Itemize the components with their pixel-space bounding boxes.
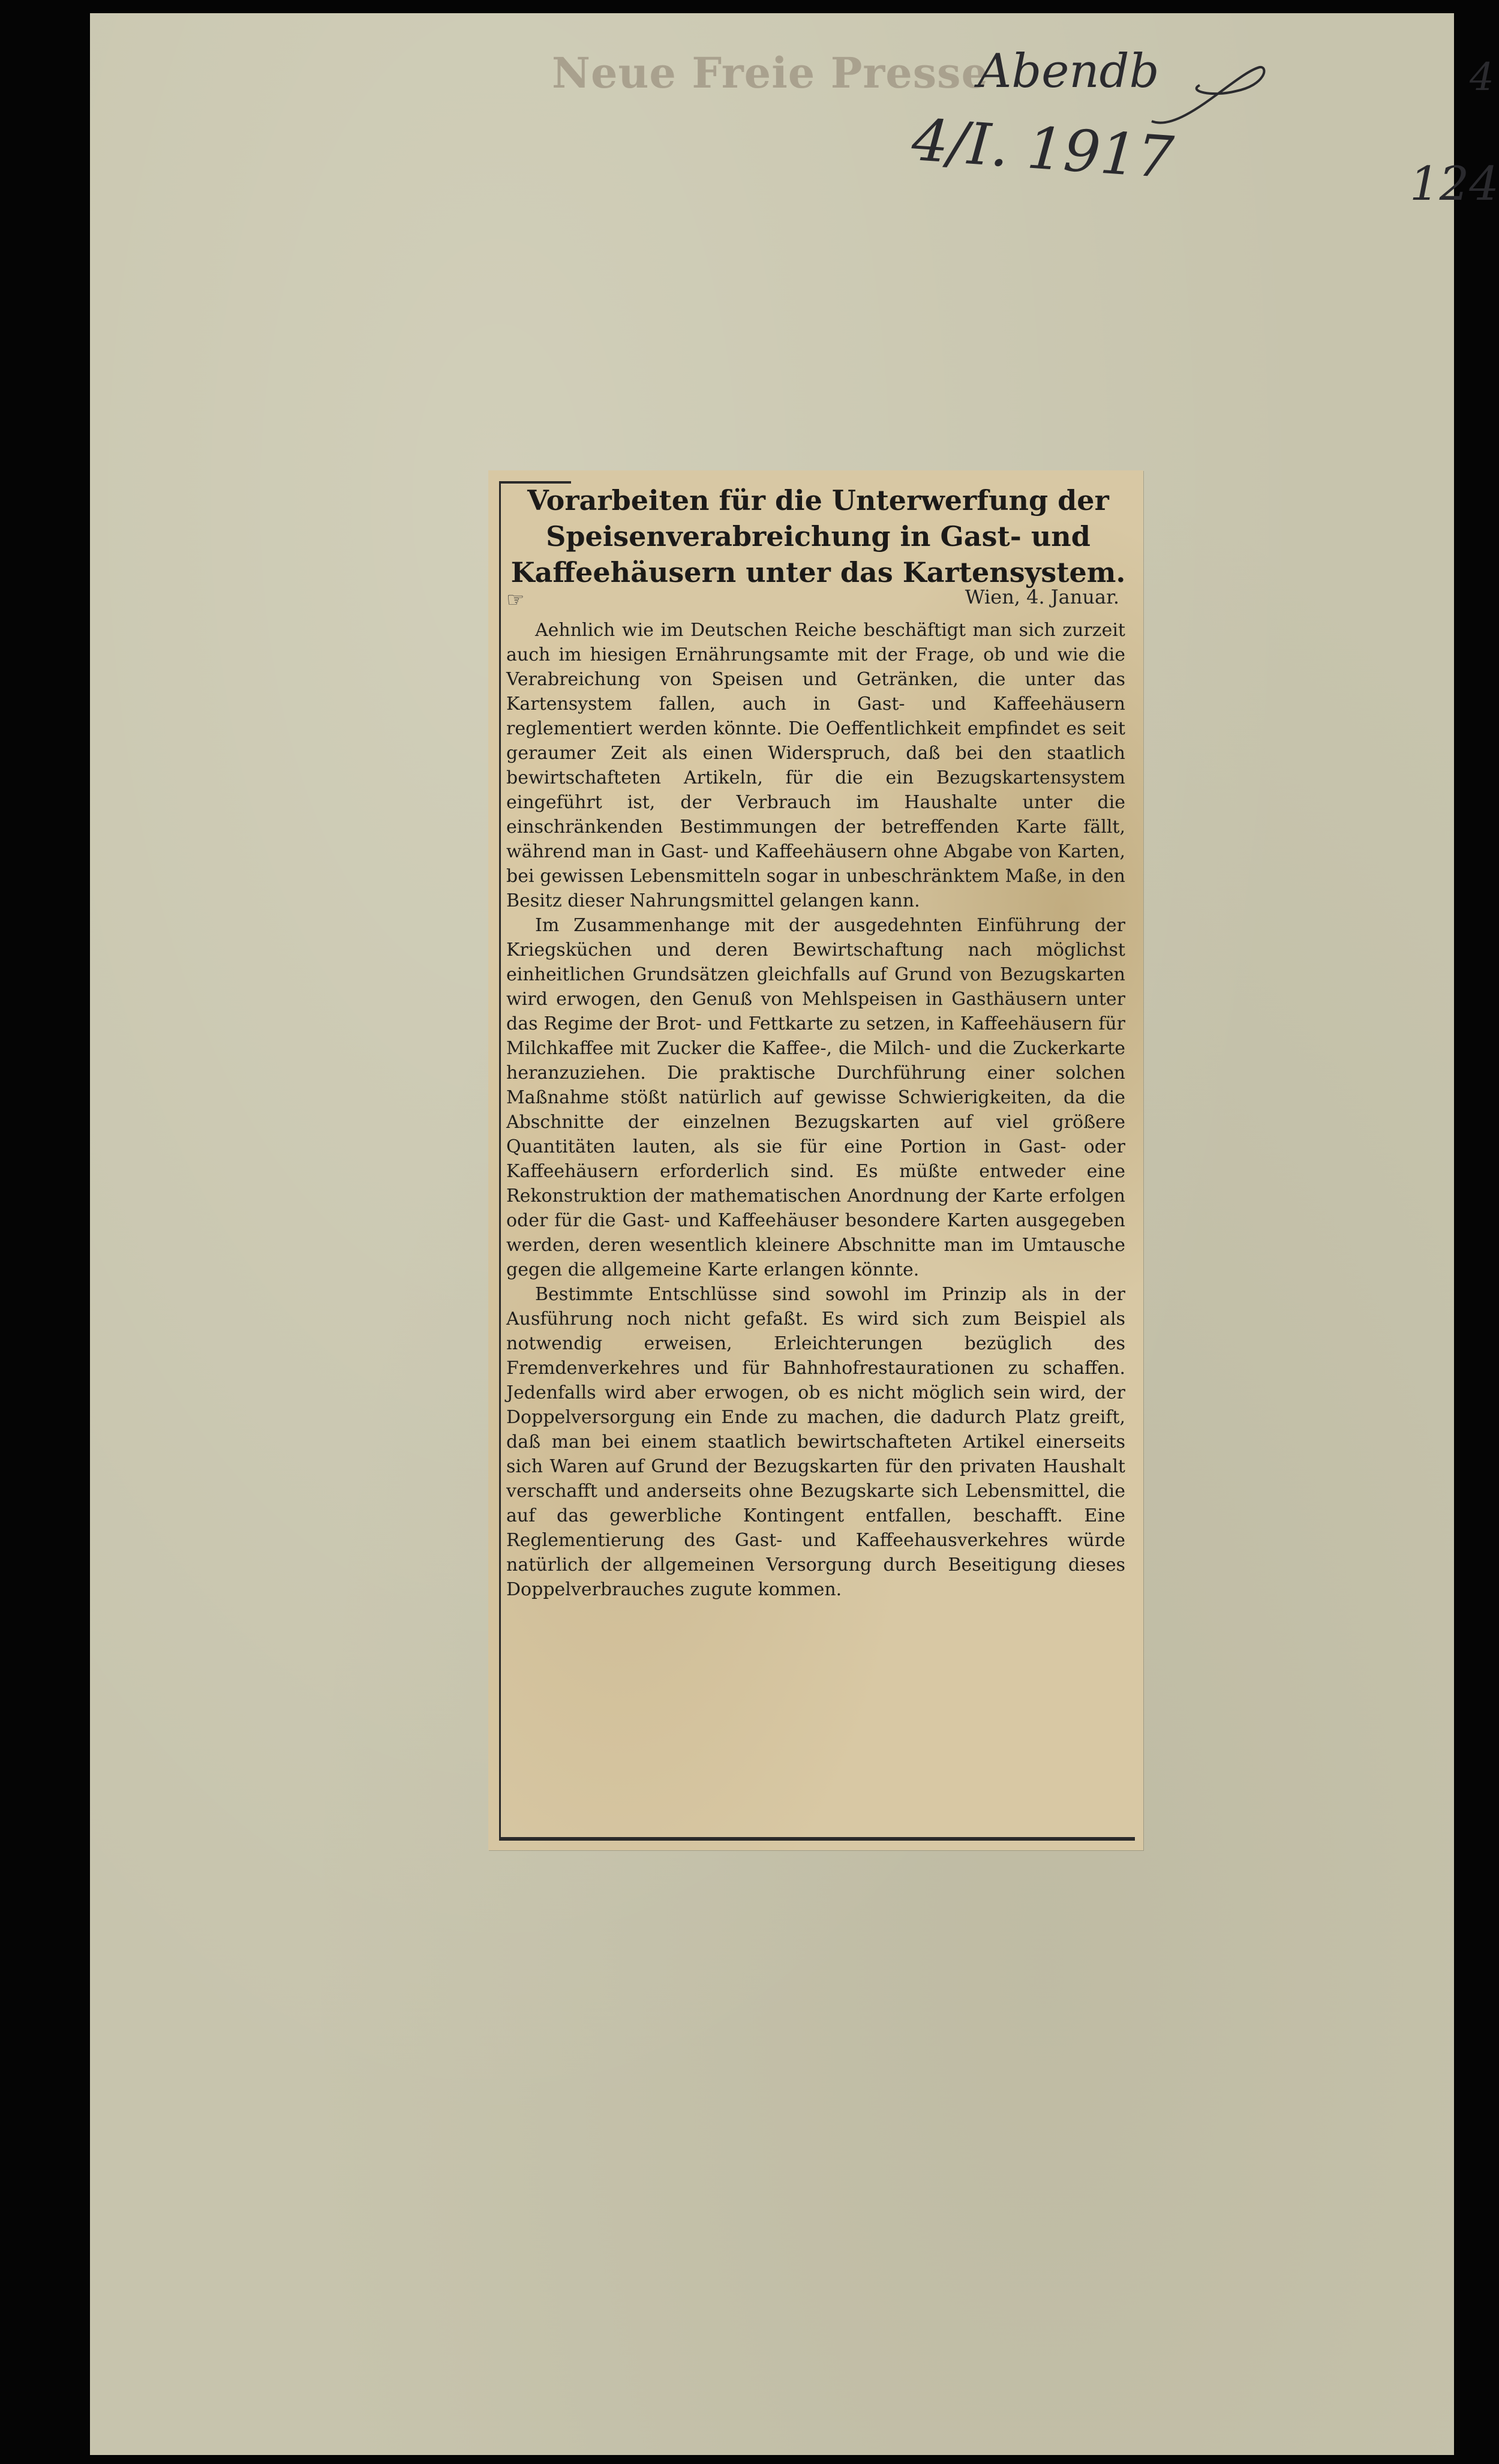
- handwritten-date: 4/I. 1917: [909, 106, 1176, 192]
- article-headline: Vorarbeiten für die Unterwerfung der Speisenverabreichung in Gast- und Kaffeehäusern unter das Kartensystem.: [510, 484, 1126, 589]
- newspaper-stamp: Neue Freie Presse: [552, 48, 989, 98]
- archive-sheet: [90, 13, 1499, 2455]
- article-paragraph: Bestimmte Entschlüsse sind sowohl im Prinzip als in der Ausführung noch nicht gefaßt. Es wird sich zum Beispiel als notwendig erweisen, Erleichterungen bezüglich des Fremdenverkehres und für Bahnhofrestaurationen zu schaffen. Jedenfalls wird aber erwogen, ob es nicht möglich sein wird, der Doppelversorgung ein Ende zu machen, die dadurch Platz greift, daß man bei einem staatlich bewirtschafteten Artikel einerseits sich Waren auf Grund der Bezugskarten für den privaten Haushalt verschafft und anderseits ohne Bezugskarte sich Lebensmittel, die auf das gewerbliche Kontingent entfallen, beschafft. Eine Reglementierung des Gast- und Kaffeehausverkehres würde natürlich der allgemeinen Versorgung durch Beseitigung dieses Doppelverbrauches zugute kommen.: [506, 1284, 1125, 1600]
- article-body: [506, 618, 1125, 1602]
- handwritten-number: 124: [1410, 157, 1499, 211]
- handwritten-edition: Abendb: [978, 44, 1159, 98]
- article-paragraph: Aehnlich wie im Deutschen Reiche beschäftigt man sich zurzeit auch im hiesigen Ernährungsamte mit der Frage, ob und wie die Verabreichung von Speisen und Getränken, die unter das Kartensystem fallen, auch in Gast- und Kaffeehäusern reglementiert werden könnte. Die Oeffentlichkeit empfindet es seit geraumer Zeit als einen Widerspruch, daß bei den staatlich bewirtschafteten Artikeln, für die ein Bezugskartensystem eingeführt ist, der Verbrauch im Haushalte unter die einschränkenden Bestimmungen der betreffenden Karte fällt, während man in Gast- und Kaffeehäusern ohne Abgabe von Karten, bei gewissen Lebensmitteln sogar in unbeschränktem Maße, in den Besitz dieser Nahrungsmittel gelangen kann.: [506, 620, 1125, 911]
- clipping-border-bottom: [499, 1837, 1135, 1841]
- article-paragraph: Im Zusammenhange mit der ausgedehnten Einführung der Kriegsküchen und deren Bewirtschaftung nach möglichst einheitlichen Grundsätzen gleichfalls auf Grund von Bezugskarten wird erwogen, den Genuß von Mehlspeisen in Gasthäusern unter das Regime der Brot- und Fettkarte zu setzen, in Kaffeehäusern für Milchkaffee mit Zucker die Kaffee-, die Milch- und die Zuckerkarte heranzuziehen. Die praktische Durchführung einer solchen Maßnahme stößt natürlich auf gewisse Schwierigkeiten, da die Abschnitte der einzelnen Bezugskarten auf viel größere Quantitäten lauten, als sie für eine Portion in Gast- oder Kaffeehäusern erforderlich sind. Es müßte entweder eine Rekonstruktion der mathematischen Anordnung der Karte erfolgen oder für die Gast- und Kaffeehäuser besondere Karten ausgegeben werden, deren wesentlich kleinere Abschnitte man im Umtausche gegen die allgemeine Karte erlangen könnte.: [506, 915, 1125, 1280]
- section-mark-icon: ☞: [506, 588, 525, 612]
- clipping-border-left: [499, 482, 501, 1838]
- article-dateline: Wien, 4. Januar.: [965, 586, 1119, 608]
- newspaper-clipping: [488, 470, 1143, 1850]
- handwritten-folio: 4: [1470, 55, 1494, 100]
